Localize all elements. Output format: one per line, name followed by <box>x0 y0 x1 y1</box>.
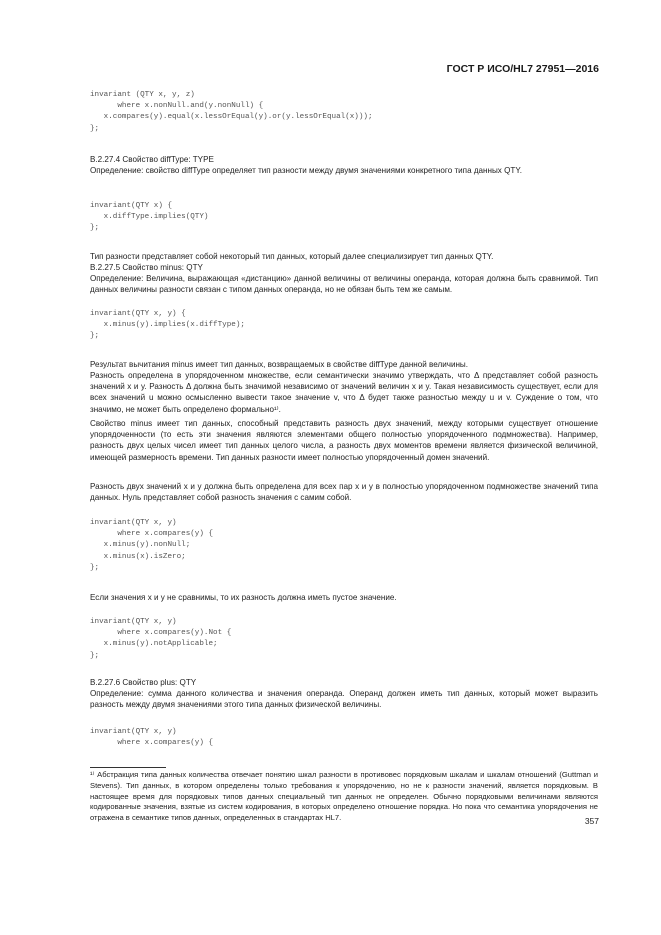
code-block: invariant(QTY x) { x.diffType.implies(QTY) }; <box>90 202 209 233</box>
code-block: invariant (QTY x, y, z) where x.nonNull.and(y.nonNull) { x.compares(y).equal(x.lessOrEqual(y).or(y.lessOrEqual(x))); }; <box>90 91 373 133</box>
paragraph: Результат вычитания minus имеет тип данных, возвращаемых в свойстве diffType данной величины. <box>90 360 469 369</box>
footnote-divider <box>90 767 166 768</box>
document-header: ГОСТ Р ИСО/HL7 27951—2016 <box>446 63 599 75</box>
footnote: ¹⁾ Абстракция типа данных количества отвечает понятию шкал разности в противовес порядковым шкалам и шкалам отношений (Guttman и Stevens). Тип данных, в котором определены только требования к упорядочению, но не к разности значений, является порядковым. В настоящее время для порядковых типов данных специальный тип данных не определен. Обычно порядковыми величинами являются кодированные значения, взятые из систем кодирования, в которых определено отношение порядка. Но пока что семантика упорядочения не отражена в семантике типов данных, определенных в стандартах HL7. <box>90 770 598 823</box>
section-heading: B.2.27.4 Свойство diffType: TYPE <box>90 155 214 164</box>
paragraph: Разность определена в упорядоченном множестве, если семантически значимо утверждать, что Δ представляет собой разность значений x и y. Разность Δ должна быть значимой независимо от значений величин x и y. Такая независимость существует, если для всех значений u можно осмысленно вывести такое значение v, что Δ будет также разностью между u и v. Суждение о том, что значимо, не может быть определено формально¹⁾. <box>90 371 598 414</box>
paragraph: Определение: сумма данного количества и значения операнда. Операнд должен иметь тип данных, который может выразить разность между двумя значениями этого типа данных физической величины. <box>90 689 598 710</box>
code-block: invariant(QTY x, y) where x.compares(y) { <box>90 728 214 748</box>
page-number: 357 <box>584 816 599 826</box>
section-heading: B.2.27.6 Свойство plus: QTY <box>90 678 197 687</box>
paragraph: Определение: свойство diffType определяет тип разности между двумя значениями конкретного типа данных QTY. <box>90 166 522 175</box>
code-block: invariant(QTY x, y) { x.minus(y).implies(x.diffType); }; <box>90 310 245 341</box>
paragraph: Если значения x и y не сравнимы, то их разность должна иметь пустое значение. <box>90 593 397 602</box>
paragraph: Свойство minus имеет тип данных, способный представить разность двух значений, между которыми существует отношение упорядоченности (то есть эти значения являются элементами общего полностью упорядоченного подмножества). Например, разность двух целых чисел имеет тип данных целого числа, а разность двух моментов времени является физической величиной, имеющей размерность времени. Тип данных разности имеет полностью упорядоченный домен значений. <box>90 419 598 462</box>
code-block: invariant(QTY x, y) where x.compares(y) { x.minus(y).nonNull; x.minus(x).isZero; }; <box>90 519 214 572</box>
paragraph: Определение: Величина, выражающая «дистанцию» данной величины от величины операнда, которая должна быть сравнимой. Тип данных величины разности связан с типом данных операнда, но не обязан быть тем же самым. <box>90 274 598 295</box>
section-heading: B.2.27.5 Свойство minus: QTY <box>90 263 203 272</box>
paragraph: Тип разности представляет собой некоторый тип данных, который далее специализирует тип данных QTY. <box>90 252 494 261</box>
paragraph: Разность двух значений x и y должна быть определена для всех пар x и y в полностью упорядоченном подмножестве значений типа данных. Нуль представляет собой разность значения с самим собой. <box>90 482 598 503</box>
code-block: invariant(QTY x, y) where x.compares(y).Not { x.minus(y).notApplicable; }; <box>90 618 232 660</box>
